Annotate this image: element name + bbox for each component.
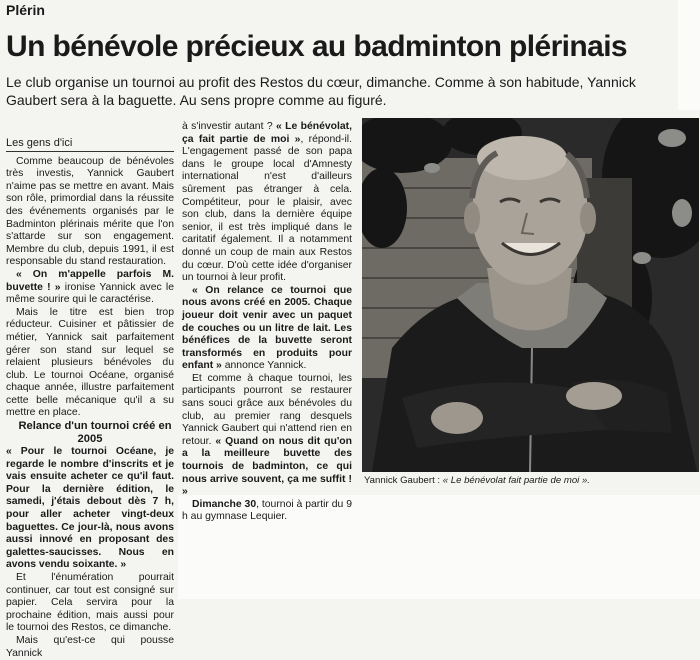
paragraph: Et l'énumération pourrait continuer, car tout est consigné sur papier. Cela servira pour la prochaine édition, mais aussi pour le tournoi des Restos, ce dimanche. <box>6 572 174 634</box>
paragraph-text: Et comme à chaque tournoi, les participants pourront se restaurer sans souci grâce aux bénévoles du club, au premier rang desquels Yannick Gaubert qui n'attend rien en retour. <box>182 372 352 447</box>
section-title: Plérin <box>6 2 45 18</box>
paragraph <box>182 285 352 373</box>
paragraph: Mais le titre est bien trop réducteur. Cuisiner et pâtissier de métier, Yannick sait parfaitement gérer son stand sur lequel se relaient plusieurs bénévoles du club. Le tournoi Océane, organisé chaque année, illustre parfaitement cette belle mécanique qu'il a su mettre en place. <box>6 306 174 419</box>
paragraph-text: , tournoi à partir du 9 h au gymnase Lequier. <box>182 498 352 523</box>
quote: « Le bénévolat, ça fait partie de moi » <box>182 121 352 145</box>
photo-caption <box>364 475 698 487</box>
quote: « Pour le tournoi Océane, je regarde le nombre d'inscrits et je vais ensuite acheter ce qu'il faut. Pour la dernière édition, le samedi, j'étais debout dès 7 h, pour aller acheter vingt-deux baguettes. Ce jour-là, nous avons aussi innové en proposant des galettes-saucisses. Nous en avons vendu soixante. » <box>6 446 174 571</box>
paragraph <box>182 121 352 285</box>
subheading <box>6 420 174 446</box>
paragraph <box>6 446 174 572</box>
paragraph <box>6 269 174 307</box>
portrait-photo <box>362 118 699 472</box>
paragraph <box>182 499 352 524</box>
paragraph-text: annonce Yannick. <box>221 360 307 372</box>
lede: Le club organise un tournoi au profit des Restos du cœur, dimanche. Comme à son habitude, Yannick Gaubert sera à la baguette. Au sens propre comme au figuré. <box>6 74 636 108</box>
paragraph: Mais qu'est-ce qui pousse Yannick <box>6 634 174 659</box>
subheading-text: Relance d'un tournoi créé en 2005 <box>18 420 172 446</box>
caption-text: « Le bénévolat fait partie de moi ». <box>442 475 590 486</box>
caption-name: Yannick Gaubert : <box>364 475 443 486</box>
quote: « Quand on nous dit qu'on a la meilleure buvette des tournois de badminton, ce qui nous arrive souvent, ça me suffit ! » <box>182 435 352 498</box>
portrait-illustration <box>362 118 699 472</box>
article-column-2 <box>182 121 352 524</box>
paragraph-text: ironise Yannick avec le même sourire qui le caractérise. <box>6 281 174 306</box>
event-date: Dimanche 30 <box>192 498 257 510</box>
rubric: Les gens d'ici <box>6 137 174 152</box>
paragraph: Comme beaucoup de bénévoles très investis, Yannick Gaubert n'aime pas se mettre en avant. Mais son rôle, primordial dans la réussite des événements organisés par le Badminton plérinais mérite que l'on s'attarde sur son engagement. Membre du club, depuis 1991, il est responsable du stand restauration. <box>6 155 174 268</box>
headline: Un bénévole précieux au badminton plérinais <box>6 30 628 63</box>
quote: « On m'appelle parfois M. buvette ! » <box>6 268 174 293</box>
quote: « On relance ce tournoi que nous avons créé en 2005. Chaque joueur doit venir avec un paquet de couches ou un litre de lait. Les bénéfices de la buvette seront transformés en produits pour enfant » <box>182 284 352 372</box>
paragraph-text: à s'investir autant ? <box>182 121 276 132</box>
paragraph-text: , répond-il. L'engagement passé de son papa dans le groupe local d'Amnesty international n'est d'ailleurs sûrement pas étranger à cela. Compétiteur, pour le plaisir, avec son club, dans la dernière équipe senior, il est très impliqué dans le caritatif également. Il a notamment donné un coup de main aux Restos du cœur. D'où cette idée d'organiser un tournoi à leur profit. <box>182 133 352 284</box>
article-column-1 <box>6 137 174 660</box>
paragraph <box>182 373 352 499</box>
